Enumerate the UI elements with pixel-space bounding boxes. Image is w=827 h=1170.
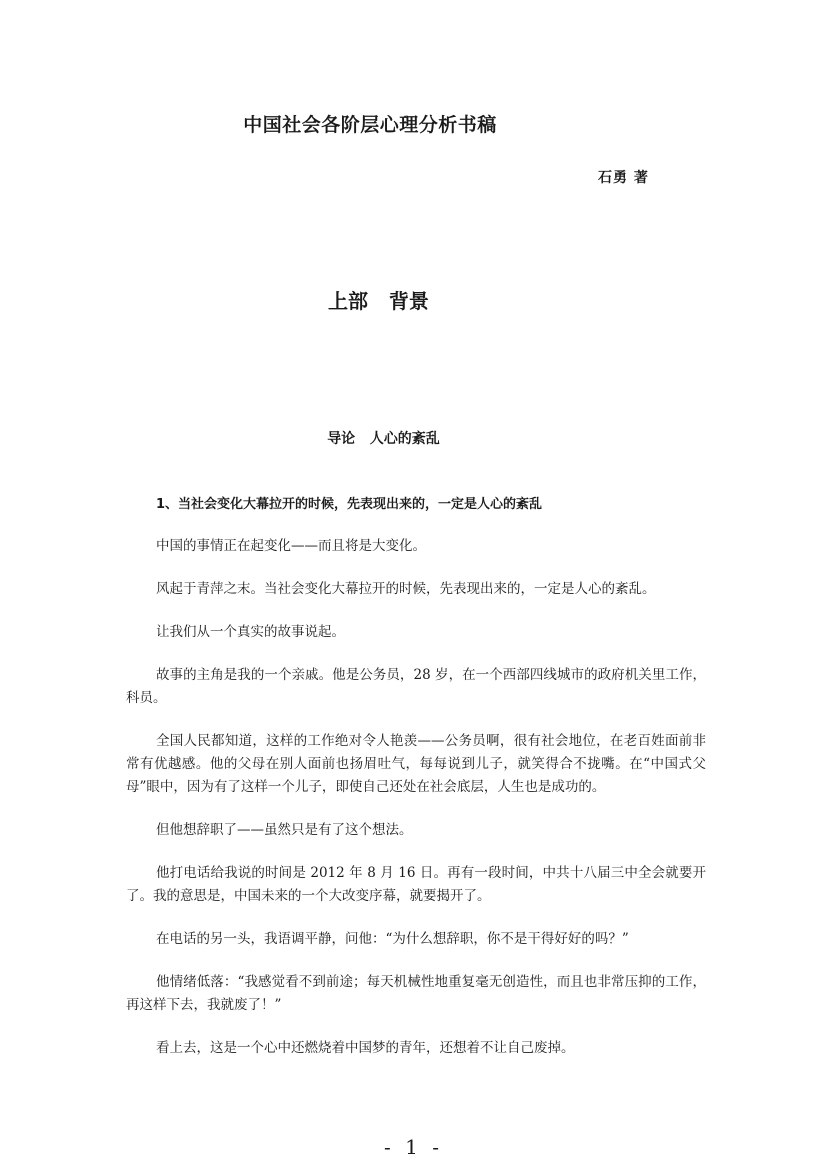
- section-heading: 1、当社会变化大幕拉开的时候，先表现出来的，一定是人心的紊乱: [156, 497, 543, 512]
- paragraph: 他打电话给我说的时间是 2012 年 8 月 16 日。再有一段时间，中共十八届三中全会就要开了。我的意思是，中国未来的一个大改变序幕，就要揭开了。: [126, 865, 706, 904]
- paragraph: 在电话的另一头，我语调平静，问他：“为什么想辞职，你不是干得好好的吗？”: [156, 931, 629, 947]
- paragraph: 看上去，这是一个心中还燃烧着中国梦的青年，还想着不让自己废掉。: [156, 1040, 575, 1056]
- paragraph: 让我们从一个真实的故事说起。: [156, 624, 345, 640]
- paragraph: 中国的事情正在起变化——而且将是大变化。: [156, 538, 426, 554]
- paragraph: 风起于青萍之末。当社会变化大幕拉开的时候，先表现出来的，一定是人心的紊乱。: [156, 581, 656, 597]
- part-title: 上部 背景: [328, 289, 429, 313]
- paragraph: 全国人民都知道，这样的工作绝对令人艳羡——公务员啊，很有社会地位，在老百姓面前非常有优越感。他的父母在别人面前也扬眉吐气，每每说到儿子，就笑得合不拢嘴。在“中国式父母”眼中，因为有了这样一个儿子，即使自己还处在社会底层，人生也是成功的。: [126, 733, 706, 795]
- introduction-title: 导论 人心的紊乱: [327, 431, 440, 447]
- page-number: - 1 -: [384, 1135, 443, 1159]
- book-title: 中国社会各阶层心理分析书稿: [243, 114, 497, 136]
- paragraph: 他情绪低落：“我感觉看不到前途；每天机械性地重复毫无创造性，而且也非常压抑的工作，再这样下去，我就废了！”: [126, 974, 706, 1013]
- body-text: [126, 535, 706, 1080]
- paragraph: 但他想辞职了——虽然只是有了这个想法。: [156, 822, 413, 838]
- paragraph: 故事的主角是我的一个亲戚。他是公务员，28 岁，在一个西部四线城市的政府机关里工作，科员。: [126, 667, 706, 706]
- author-line: 石勇 著: [598, 170, 649, 186]
